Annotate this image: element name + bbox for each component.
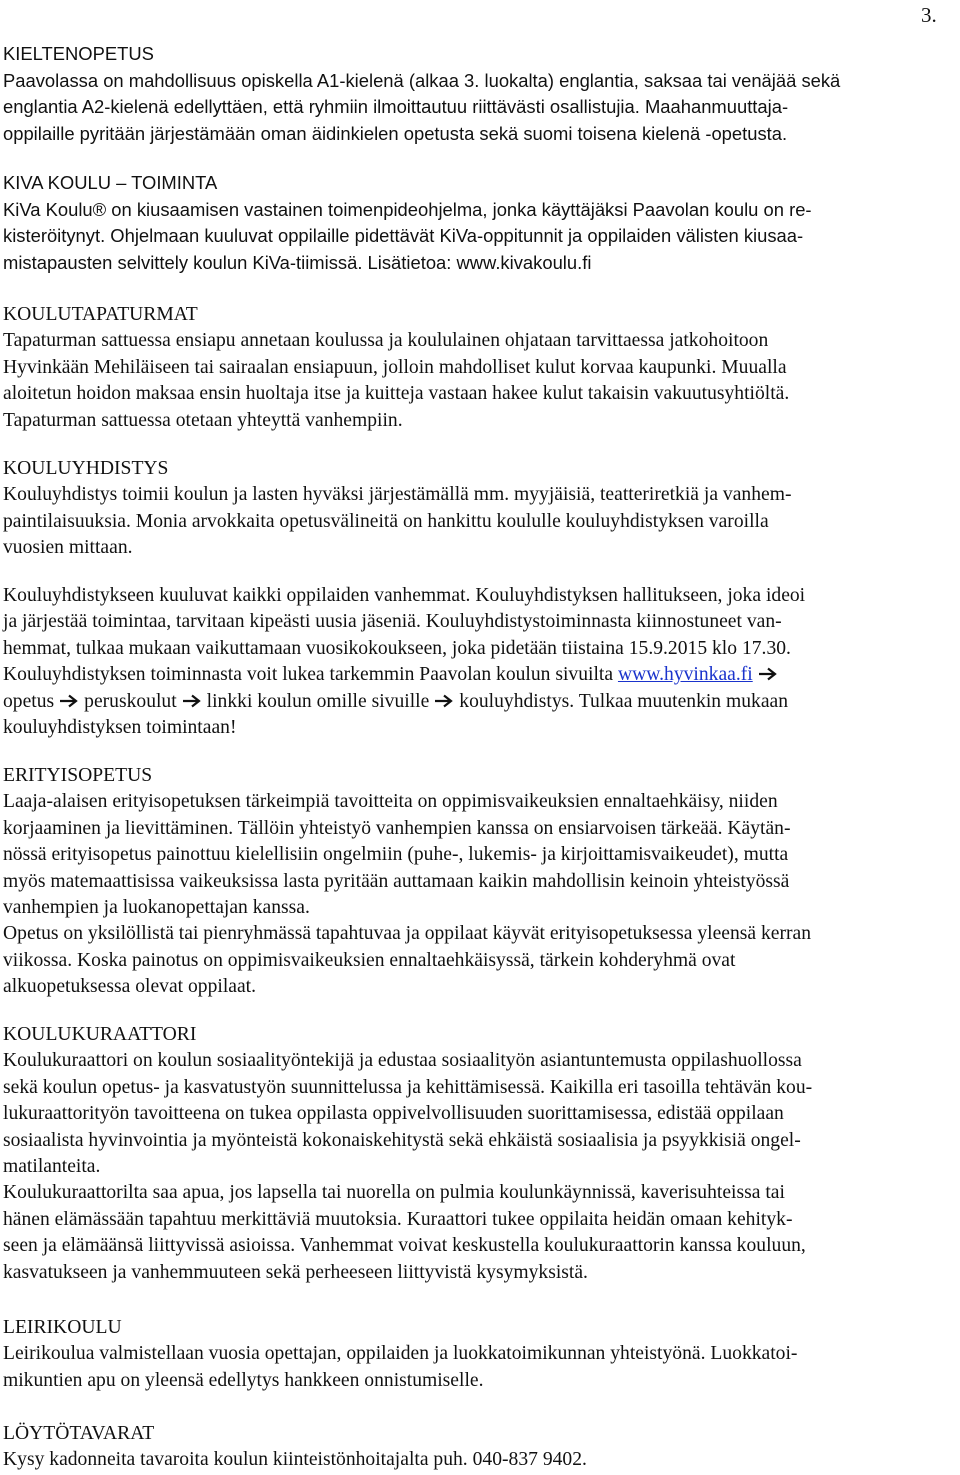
text-line: myös matemaattisissa vaikeuksissa lasta pyritään auttamaan kaikin mahdollisin keinoin yhteistyössä	[3, 870, 790, 892]
section-heading: LEIRIKOULU	[3, 1317, 122, 1338]
section-kiva-koulu	[3, 170, 955, 277]
text-line: mikuntien apu on yleensä edellytys hankkeen onnistumiselle.	[3, 1369, 484, 1391]
section-heading: ERITYISOPETUS	[3, 765, 153, 786]
text-line: Tapaturman sattuessa otetaan yhteyttä vanhempiin.	[3, 409, 403, 431]
text-fragment: Tulkaa muutenkin mukaan	[578, 690, 789, 712]
hyvinkaa-link[interactable]: www.hyvinkaa.fi	[617, 664, 753, 686]
page-number: 3.	[921, 3, 937, 27]
text-line: paintilaisuuksia. Monia arvokkaita opetusvälineitä on hankittu koululle kouluyhdistyksen varoilla	[3, 510, 769, 532]
text-line: sosiaalista hyvinvointia ja myönteistä kokonaiskehitystä sekä ehkäistä sosiaalisia ja psyykkisiä ongel-	[3, 1129, 801, 1151]
text-line: Hyvinkään Mehiläiseen tai sairaalan ensiapuun, jolloin mahdolliset kulut korvaa kaupunki. Muualla	[3, 356, 787, 378]
text-line: Koulukuraattorilta saa apua, jos lapsella tai nuorella on pulmia koulunkäynnissä, kaverisuhteissa tai	[3, 1182, 785, 1204]
text-line: ja järjestää toimintaa, tarvitaan kipeästi uusia jäseniä. Kouluyhdistystoiminnasta kiinnostuneet van-	[3, 611, 782, 633]
path-step-opetus: opetus	[3, 690, 55, 712]
section-loytotavarat	[3, 1421, 955, 1474]
text-line: hemmat, tulkaa mukaan vaikuttamaan vuosikokoukseen, joka pidetään tiistaina 15.9.2015 klo 17.30.	[3, 637, 791, 659]
text-line: vuosien mittaan.	[3, 537, 133, 559]
navigation-path-line	[3, 689, 955, 715]
section-koulutapaturmat	[3, 302, 955, 434]
text-line: Opetus on yksilöllistä tai pienryhmässä tapahtuvaa ja oppilaat käyvät erityisopetuksessa yleensä kerran	[3, 923, 812, 945]
section-heading: KIVA KOULU – TOIMINTA	[3, 172, 218, 193]
text-line: oppilaille pyritään järjestämään oman äidinkielen opetusta sekä suomi toisena kielenä -opetusta.	[3, 123, 788, 145]
text-line: alkuopetuksessa olevat oppilaat.	[3, 976, 257, 998]
text-line: Tapaturman sattuessa ensiapu annetaan koulussa ja koululainen ohjataan tarvittaessa jatkohoitoon	[3, 330, 769, 352]
section-leirikoulu	[3, 1315, 955, 1394]
section-kouluyhdistys	[3, 456, 955, 562]
text-line: Kouluyhdistykseen kuuluvat kaikki oppilaiden vanhemmat. Kouluyhdistyksen hallitukseen, joka ideoi	[3, 585, 806, 606]
arrow-right-icon	[434, 694, 454, 708]
section-heading: KOULUKURAATTORI	[3, 1024, 197, 1045]
text-line: nössä erityisopetus painottuu kielellisiin ongelmiin (puhe-, lukemis- ja kirjoittamisvaikeudet), mutta	[3, 844, 789, 866]
arrow-right-icon	[59, 694, 79, 708]
text-line: englantia A2-kielenä edellyttäen, että ryhmiin ilmoittautuu riittävästi osallistujia. Maahanmuuttaja-	[3, 96, 789, 118]
text-line: kasvatukseen ja vanhemmuuteen sekä perheeseen liittyvistä kysymyksistä.	[3, 1261, 588, 1283]
path-step-linkki: linkki koulun omille sivuille	[206, 690, 430, 712]
section-kieltenopetus	[3, 41, 955, 148]
section-heading: KOULUTAPATURMAT	[3, 304, 198, 325]
text-line: kisteröitynyt. Ohjelmaan kuuluvat oppilaille pidettävät KiVa-oppitunnit ja oppilaiden välisten kiusaa-	[3, 225, 804, 247]
text-line: kouluyhdistyksen toimintaan!	[3, 717, 237, 739]
section-kouluyhdistys-members	[3, 583, 955, 741]
arrow-right-icon	[758, 667, 778, 681]
section-koulukuraattori	[3, 1022, 955, 1286]
text-line: seen ja elämäänsä liittyvissä asioissa. Vanhemmat voivat keskustella koulukuraattorin kanssa kouluun,	[3, 1235, 806, 1257]
text-line: vanhempien ja luokanopettajan kanssa.	[3, 897, 310, 919]
section-heading: KOULUYHDISTYS	[3, 458, 169, 479]
text-line: mistapausten selvittely koulun KiVa-tiimissä. Lisätietoa: www.kivakoulu.fi	[3, 252, 592, 274]
text-line: Koulukuraattori on koulun sosiaalityöntekijä ja edustaa sosiaalityön asiantuntemusta oppilashuollossa	[3, 1050, 802, 1072]
text-line: sekä koulun opetus- ja kasvatustyön suunnittelussa ja kehittämisessä. Kaikilla eri tasoilla tehtävän kou-	[3, 1076, 813, 1098]
text-line: KiVa Koulu® on kiusaamisen vastainen toimenpideohjelma, jonka käyttäjäksi Paavolan koulu on re-	[3, 198, 812, 220]
path-step-kouluyhdistys: kouluyhdistys.	[459, 690, 575, 712]
section-heading: LÖYTÖTAVARAT	[3, 1423, 155, 1444]
text-line: hänen elämässään tapahtuu merkittäviä muutoksia. Kuraattori tukee oppilaita heidän omaan kehityk-	[3, 1208, 793, 1230]
path-step-peruskoulut: peruskoulut	[84, 690, 177, 712]
text-line: matilanteita.	[3, 1156, 101, 1178]
text-line: korjaaminen ja lievittäminen. Tällöin yhteistyö vanhempien kanssa on ensiarvoisen tärkeää. Käytän-	[3, 817, 791, 839]
text-fragment: Kouluyhdistyksen toiminnasta voit lukea tarkemmin Paavolan koulun sivuilta	[3, 664, 614, 686]
section-heading: KIELTENOPETUS	[3, 43, 154, 64]
text-line	[3, 662, 955, 688]
section-erityisopetus	[3, 763, 955, 1001]
text-line: Kouluyhdistys toimii koulun ja lasten hyväksi järjestämällä mm. myyjäisiä, teatteriretkiä ja vanhem-	[3, 484, 792, 506]
text-line: lukuraattorityön tavoitteena on tukea oppilasta oppivelvollisuuden suorittamisessa, edistää oppilaan	[3, 1103, 784, 1125]
text-line: viikossa. Koska painotus on oppimisvaikeuksien ennaltaehkäisyssä, tärkein kohderyhmä ovat	[3, 949, 736, 971]
text-line: Kysy kadonneita tavaroita koulun kiinteistönhoitajalta puh. 040-837 9402.	[3, 1449, 587, 1471]
text-line: aloitetun hoidon maksaa ensin huoltaja itse ja kuitteja vastaan hakee kulut takaisin vakuutusyhtiöltä.	[3, 383, 790, 405]
text-line: Leirikoulua valmistellaan vuosia opettajan, oppilaiden ja luokkatoimikunnan yhteistyönä. Luokkatoi-	[3, 1343, 798, 1365]
text-line: Paavolassa on mahdollisuus opiskella A1-kielenä (alkaa 3. luokalta) englantia, saksaa tai venäjää sekä	[3, 69, 841, 91]
arrow-right-icon	[182, 694, 202, 708]
text-line: Laaja-alaisen erityisopetuksen tärkeimpiä tavoitteita on oppimisvaikeuksien ennaltaehkäisy, niiden	[3, 791, 778, 813]
